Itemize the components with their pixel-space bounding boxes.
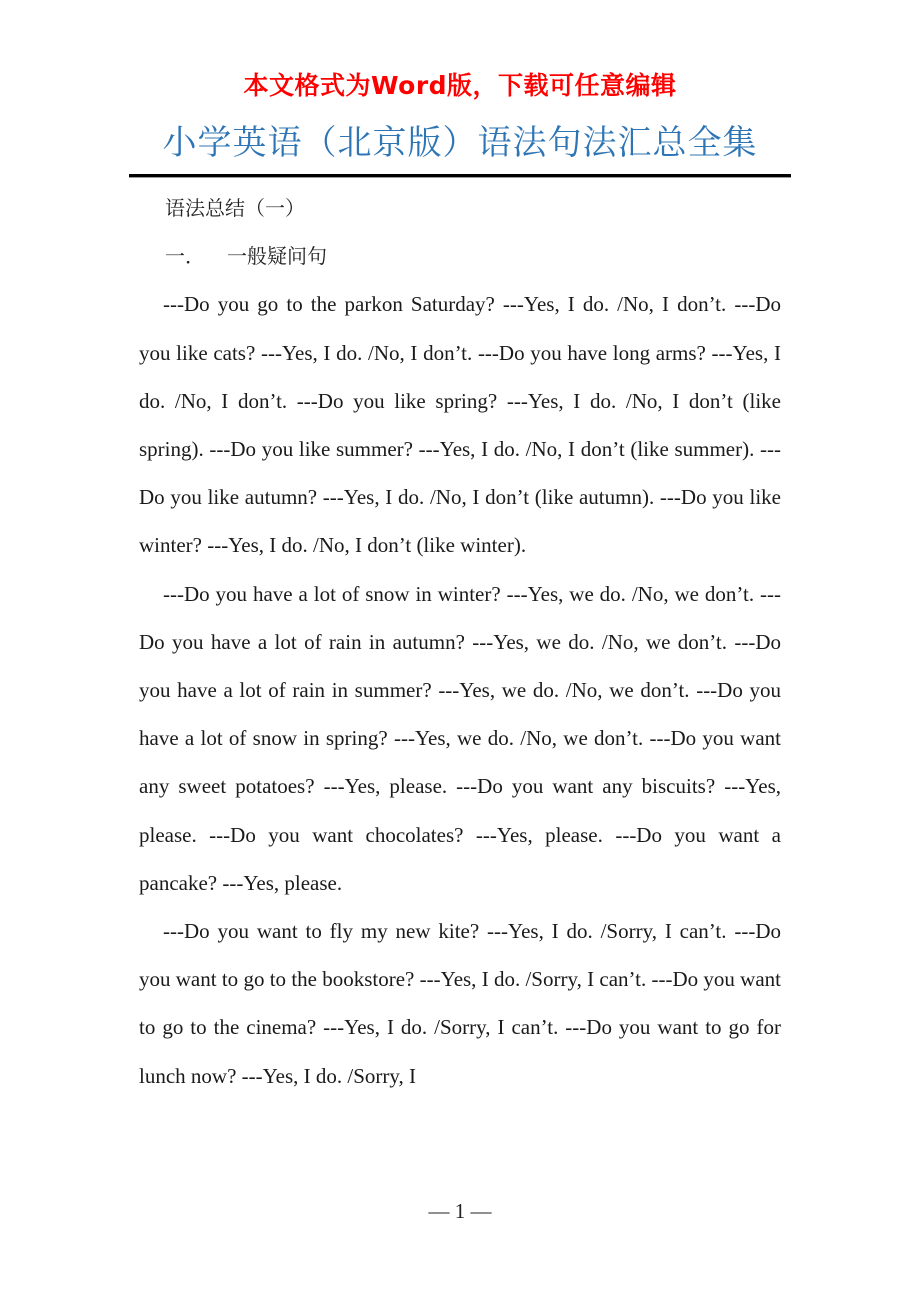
- paragraph: ---Do you want to fly my new kite? ---Yes, I do. /Sorry, I can’t. ---Do you want to go to the bookstore? ---Yes, I do. /Sorry, I can’t. ---Do you want to go to the cinema? ---Yes, I do. /Sorry, I can’t. ---Do you want to go for lunch now? ---Yes, I do. /Sorry, I: [139, 919, 781, 1088]
- subsection-heading: [139, 232, 781, 280]
- document-title: 小学英语（北京版）语法句法汇总全集: [162, 123, 758, 163]
- format-notice: 本文格式为Word版，下载可任意编辑: [243, 71, 677, 100]
- page-number: — 1 —: [428, 1199, 492, 1223]
- subsection-label: 一般疑问句: [227, 244, 327, 269]
- document-body: [139, 184, 781, 1100]
- title-divider: [129, 174, 791, 178]
- paragraph: ---Do you go to the parkon Saturday? ---Yes, I do. /No, I don’t. ---Do you like cats? ---Yes, I do. /No, I don’t. ---Do you have long arms? ---Yes, I do. /No, I don’t. ---Do you like spring? ---Yes, I do. /No, I don’t (like spring). ---Do you like summer? ---Yes, I do. /No, I don’t (like summer). ---Do you like autumn? ---Yes, I do. /No, I don’t (like autumn). ---Do you like winter? ---Yes, I do. /No, I don’t (like winter).: [139, 292, 781, 558]
- section-heading: 语法总结（一）: [165, 196, 305, 220]
- subsection-number: 一．: [165, 244, 205, 269]
- paragraph: ---Do you have a lot of snow in winter? ---Yes, we do. /No, we don’t. ---Do you have a lot of rain in autumn? ---Yes, we do. /No, we don’t. ---Do you have a lot of rain in summer? ---Yes, we do. /No, we don’t. ---Do you have a lot of snow in spring? ---Yes, we do. /No, we don’t. ---Do you want any sweet potatoes? ---Yes, please. ---Do you want any biscuits? ---Yes, please. ---Do you want chocolates? ---Yes, please. ---Do you want a pancake? ---Yes, please.: [139, 581, 781, 895]
